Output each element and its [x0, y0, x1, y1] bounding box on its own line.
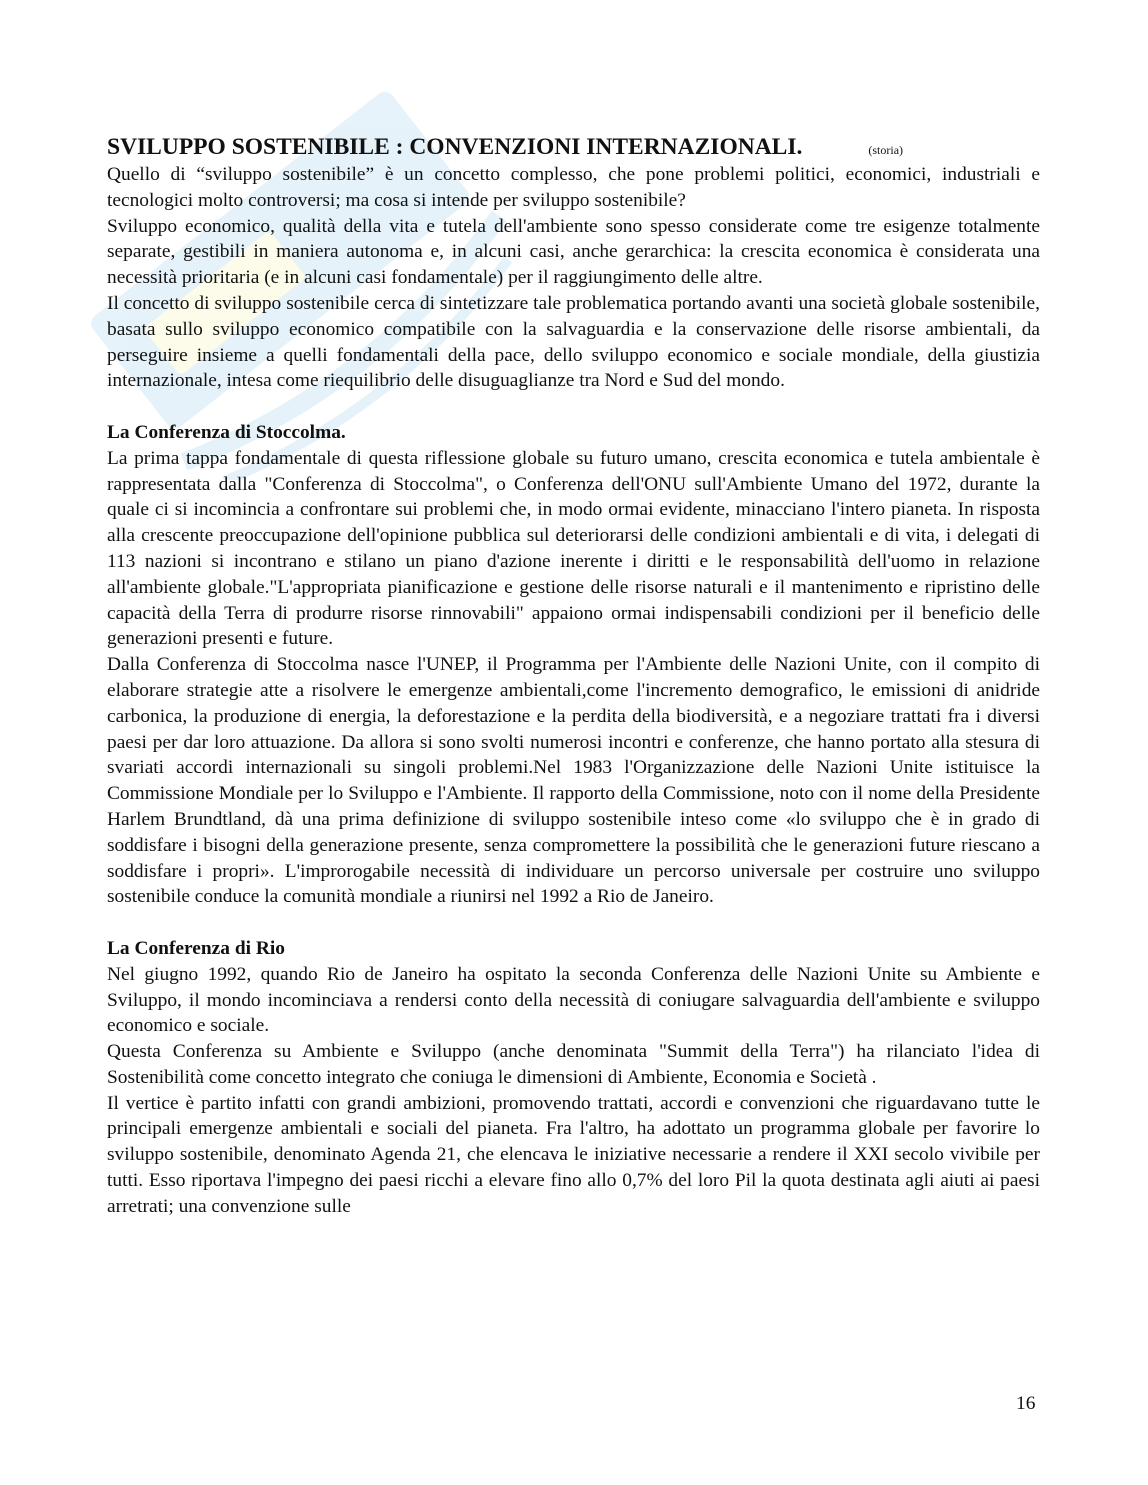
- spacer: [107, 910, 1040, 936]
- paragraph: Quello di “sviluppo sostenibile” è un concetto complesso, che pone problemi politici, economici, industriali e tecnologici molto controversi; ma cosa si intende per sviluppo sostenibile?: [107, 164, 1040, 211]
- category-tag: (storia): [868, 143, 904, 157]
- title-row: [107, 134, 1040, 162]
- section-heading: La Conferenza di Stoccolma.: [107, 421, 346, 443]
- document-page: [107, 134, 1040, 1220]
- paragraph: Il concetto di sviluppo sostenibile cerca di sintetizzare tale problematica portando avanti una società globale sostenibile, basata sullo sviluppo economico compatibile con la salvaguardia e la conservazione delle risorse ambientali, da perseguire insieme a quelli fondamentali della pace, dello sviluppo economico e sociale mondiale, della giustizia internazionale, intesa come riequilibrio delle disuguaglianze tra Nord e Sud del mondo.: [107, 292, 1040, 392]
- paragraph: Il vertice è partito infatti con grandi ambizioni, promovendo trattati, accordi e convenzioni che riguardavano tutte le principali emergenze ambientali e sociali del pianeta. Fra l'altro, ha adottato un programma globale per favorire lo sviluppo sostenibile, denominato Agenda 21, che elencava le iniziative necessarie a rendere il XXI secolo vivibile per tutti. Esso riportava l'impegno dei paesi ricchi a elevare fino allo 0,7% del loro Pil la quota destinata agli aiuti ai paesi arretrati; una convenzione sulle: [107, 1092, 1040, 1217]
- paragraph: Nel giugno 1992, quando Rio de Janeiro ha ospitato la seconda Conferenza delle Nazioni Unite su Ambiente e Sviluppo, il mondo incominciava a rendersi conto della necessità di coniugare salvaguardia dell'ambiente e sviluppo economico e sociale.: [107, 963, 1040, 1037]
- spacer: [107, 394, 1040, 420]
- page-number: 16: [1016, 1393, 1036, 1414]
- paragraph: La prima tappa fondamentale di questa riflessione globale su futuro umano, crescita economica e tutela ambientale è rappresentata dalla "Conferenza di Stoccolma", o Conferenza dell'ONU sull'Ambiente Umano del 1972, durante la quale ci si incomincia a confrontare sui problemi che, in modo ormai evidente, minacciano l'intero pianeta. In risposta alla crescente preoccupazione dell'opinione pubblica sul deteriorarsi delle condizioni ambientali e di vita, i delegati di 113 nazioni si incontrano e stilano un piano d'azione inerente i diritti e le responsabilità dell'uomo in relazione all'ambiente globale."L'appropriata pianificazione e gestione delle risorse naturali e il mantenimento e ripristino delle capacità della Terra di produrre risorse rinnovabili" appaiono ormai indispensabili condizioni per il beneficio delle generazioni presenti e future.: [107, 447, 1040, 650]
- paragraph: Sviluppo economico, qualità della vita e tutela dell'ambiente sono spesso considerate come tre esigenze totalmente separate, gestibili in maniera autonoma e, in alcuni casi, anche gerarchica: la crescita economica è considerata una necessità prioritaria (e in alcuni casi fondamentale) per il raggiungimento delle altre.: [107, 215, 1040, 289]
- section-heading: La Conferenza di Rio: [107, 937, 285, 959]
- paragraph: Dalla Conferenza di Stoccolma nasce l'UNEP, il Programma per l'Ambiente delle Nazioni Unite, con il compito di elaborare strategie atte a risolvere le emergenze ambientali,come l'incremento demografico, le emissioni di anidride carbonica, la produzione di energia, la deforestazione e la perdita della biodiversità, e a negoziare trattati fra i diversi paesi per dar loro attuazione. Da allora si sono svolti numerosi incontri e conferenze, che hanno portato alla stesura di svariati accordi internazionali su singoli problemi.Nel 1983 l'Organizzazione delle Nazioni Unite istituisce la Commissione Mondiale per lo Sviluppo e l'Ambiente. Il rapporto della Commissione, noto con il nome della Presidente Harlem Brundtland, dà una prima definizione di sviluppo sostenibile inteso come «lo sviluppo che è in grado di soddisfare i bisogni della generazione presente, senza compromettere la possibilità che le generazioni future riescano a soddisfare i propri». L'improrogabile necessità di individuare un percorso universale per costruire uno sviluppo sostenibile conduce la comunità mondiale a riunirsi nel 1992 a Rio de Janeiro.: [107, 654, 1040, 908]
- section-stoccolma: [107, 420, 1040, 910]
- section-intro: [107, 162, 1040, 394]
- paragraph: Questa Conferenza su Ambiente e Sviluppo (anche denominata "Summit della Terra") ha rilanciato l'idea di Sostenibilità come concetto integrato che coniuga le dimensioni di Ambiente, Economia e Società .: [107, 1041, 1040, 1088]
- section-rio: [107, 936, 1040, 1220]
- document-title: SVILUPPO SOSTENIBILE : CONVENZIONI INTERNAZIONALI.: [107, 134, 803, 160]
